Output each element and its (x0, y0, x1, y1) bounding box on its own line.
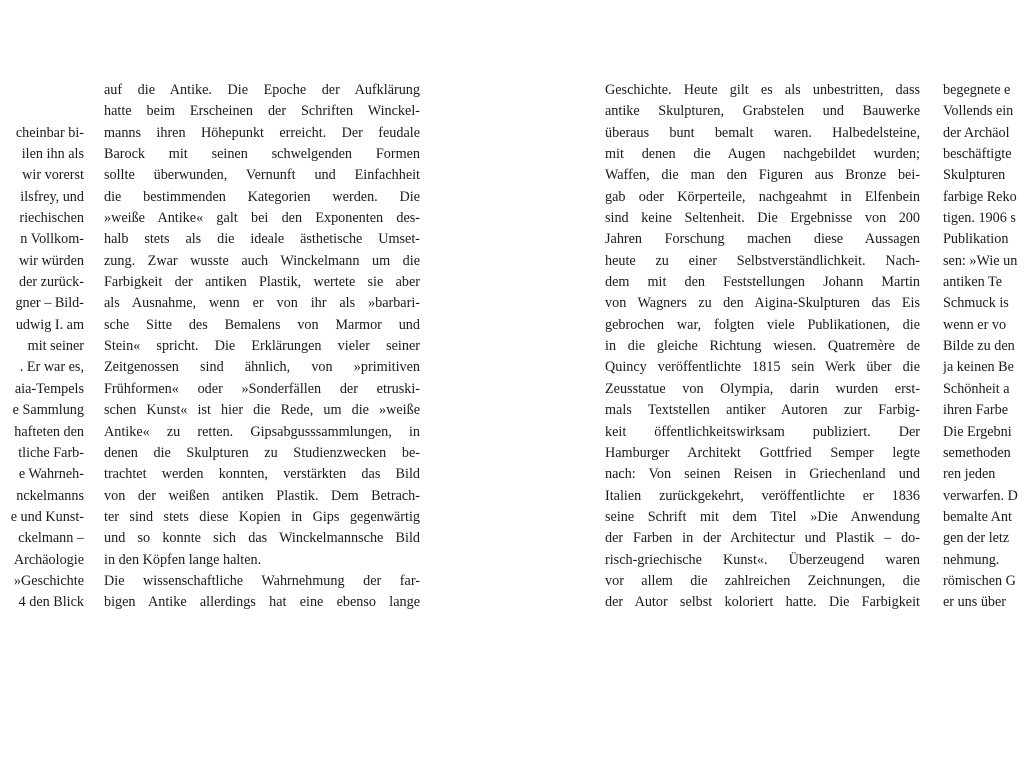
text-line: Hamburger Architekt Gottfried Semper legte (605, 444, 920, 461)
text-line: risch-griechische Kunst«. Überzeugend waren (605, 551, 920, 568)
text-line: hafteten den (14, 423, 84, 440)
text-line: 4 den Blick (18, 594, 84, 611)
text-line: riechischen (19, 210, 84, 227)
text-line: schen Kunst« ist hier die Rede, um die »weiße (104, 402, 420, 419)
text-line: mit denen die Augen nachgebildet wurden; (605, 146, 920, 163)
text-line: ckelmann – (18, 530, 84, 547)
text-line: ihren Farbe (943, 402, 1009, 419)
text-line: »Geschichte (13, 572, 84, 589)
text-column-right-partial (943, 80, 1024, 614)
text-line: Quincy veröffentlichte 1815 sein Werk über die (605, 359, 920, 376)
text-line: e Wahrneh- (18, 466, 84, 483)
text-line: von Wagners zu den Aigina-Skulpturen das Eis (605, 295, 920, 312)
text-column-right-main (605, 80, 920, 614)
text-line: römischen G (943, 572, 1016, 589)
text-line: als Ausnahme, wenn er von ihr als »barbari- (104, 295, 420, 312)
text-line: verwarfen. D (943, 487, 1018, 504)
text-line: Zeusstatue von Olympia, darin wurden erst- (605, 380, 920, 397)
text-line: sind keine Seltenheit. Die Ergebnisse von 200 (605, 210, 920, 227)
text-line: farbige Reko (943, 188, 1017, 205)
text-line: antike Skulpturen, Grabstelen und Bauwerke (605, 103, 920, 120)
text-line: dem mit den Feststellungen Johann Martin (605, 274, 920, 291)
text-line: semethoden (943, 444, 1011, 461)
text-line: trachtet werden konnten, verstärkten das Bild (104, 466, 420, 483)
text-line: bemalte Ant (943, 508, 1012, 525)
text-line: Waffen, die man den Figuren aus Bronze bei- (605, 167, 920, 184)
text-line: Antike« zu retten. Gipsabgusssammlungen, in (104, 423, 420, 440)
text-line: nckelmanns (16, 487, 84, 504)
text-line: Die Ergebni (943, 423, 1012, 440)
text-line: Schmuck is (943, 295, 1009, 312)
text-line: Die wissenschaftliche Wahrnehmung der far- (104, 572, 420, 589)
text-line: gebrochen war, folgten viele Publikationen, die (605, 316, 920, 333)
text-line: beschäftigte (943, 146, 1012, 163)
text-line: ja keinen Be (943, 359, 1014, 376)
text-line: Bilde zu den (943, 338, 1015, 355)
text-column-left-partial (0, 123, 84, 614)
text-line: mit seiner (27, 338, 84, 355)
text-line: gen der letz (943, 530, 1010, 547)
text-line: antiken Te (943, 274, 1003, 291)
text-line: ren jeden (943, 466, 996, 483)
text-line: nehmung. (943, 551, 1000, 568)
text-line: begegnete e (943, 82, 1011, 98)
text-line: tliche Farb- (18, 444, 84, 461)
text-line: Barock mit seinen schwelgenden Formen (104, 146, 420, 163)
text-line: Publikation (943, 231, 1009, 248)
text-line: gner – Bild- (15, 295, 84, 312)
text-line: auf die Antike. Die Epoche der Aufklärung (104, 82, 420, 98)
text-line: ilen ihn als (21, 146, 84, 163)
text-line: Stein« spricht. Die Erklärungen vieler seiner (104, 338, 420, 355)
text-line: sche Sitte des Bemalens von Marmor und (104, 316, 420, 333)
text-line: wir würden (18, 252, 84, 269)
text-line: bigen Antike allerdings hat eine ebenso lange (104, 594, 420, 611)
text-line: seine Schrift mit dem Titel »Die Anwendung (605, 508, 920, 525)
text-line: die bestimmenden Kategorien werden. Die (104, 188, 420, 205)
text-line: Jahren Forschung machen diese Aussagen (605, 231, 920, 248)
text-column-left-main (104, 80, 420, 614)
text-line: wir vorerst (22, 167, 84, 184)
text-line: sen: »Wie un (943, 252, 1018, 269)
text-line: in den Köpfen lange halten. (104, 551, 262, 568)
text-line: tigen. 1906 s (943, 210, 1016, 227)
text-line: n Vollkom- (20, 231, 84, 248)
text-line: Italien zurückgekehrt, veröffentlichte er 1836 (605, 487, 920, 504)
text-line: der Farben in der Architectur und Plastik – do- (605, 530, 920, 547)
text-line: ter sind stets diese Kopien in Gips gegenwärtig (104, 508, 420, 525)
text-line: der Archäol (943, 124, 1010, 141)
text-line: gab oder Körperteile, nachgeahmt in Elfenbein (605, 188, 920, 205)
text-line: mals Textstellen antiker Autoren zur Farbig- (605, 402, 920, 419)
text-line: er uns über (943, 594, 1007, 611)
text-line: manns ihren Höhepunkt erreicht. Der feudale (104, 124, 420, 141)
text-line: aia-Tempels (14, 380, 84, 397)
text-line: Schönheit a (943, 380, 1010, 397)
text-line: Skulpturen (943, 167, 1006, 184)
text-line: der Autor selbst koloriert hatte. Die Farbigkeit (605, 594, 920, 611)
text-line: nach: Von seinen Reisen in Griechenland und (605, 466, 920, 483)
text-line: . Er war es, (19, 359, 84, 376)
text-line: »weiße Antike« galt bei den Exponenten des- (104, 210, 420, 227)
text-line: Vollends ein (943, 103, 1014, 120)
text-line: in die gleiche Richtung wiesen. Quatremère de (605, 338, 920, 355)
text-line: von der weißen antiken Plastik. Dem Betrach- (104, 487, 420, 504)
text-line: der zurück- (19, 274, 84, 291)
text-line: cheinbar bi- (15, 124, 84, 141)
text-line: vor allem die zahlreichen Zeichnungen, die (605, 572, 920, 589)
text-line: halb stets als die ideale ästhetische Umset- (104, 231, 420, 248)
text-line: Farbigkeit der antiken Plastik, wertete sie aber (104, 274, 420, 291)
text-line: udwig I. am (15, 316, 84, 333)
text-line: e und Kunst- (10, 508, 84, 525)
text-line: Geschichte. Heute gilt es als unbestritten, dass (605, 82, 920, 98)
text-line: e Sammlung (12, 402, 84, 419)
text-line: keit öffentlichkeitswirksam publiziert. Der (605, 423, 920, 440)
text-line: Zeitgenossen sind ähnlich, von »primitiven (104, 359, 420, 376)
text-line: denen die Skulpturen zu Studienzwecken be- (104, 444, 420, 461)
text-line: Frühformen« oder »Sonderfällen der etruski- (104, 380, 420, 397)
text-line: sollte überwunden, Vernunft und Einfachheit (104, 167, 420, 184)
text-line: überaus bunt bemalt waren. Halbedelsteine, (605, 124, 920, 141)
text-line: und so konnte sich das Winckelmannsche Bild (104, 530, 420, 547)
text-line: heute zu einer Selbstverständlichkeit. Nach- (605, 252, 920, 269)
text-line: Archäologie (13, 551, 84, 568)
text-line: ilsfrey, und (20, 188, 84, 205)
text-line: hatte beim Erscheinen der Schriften Winckel- (104, 103, 420, 120)
text-line: wenn er vo (943, 316, 1007, 333)
text-line: zung. Zwar wusste auch Winckelmann um die (104, 252, 420, 269)
